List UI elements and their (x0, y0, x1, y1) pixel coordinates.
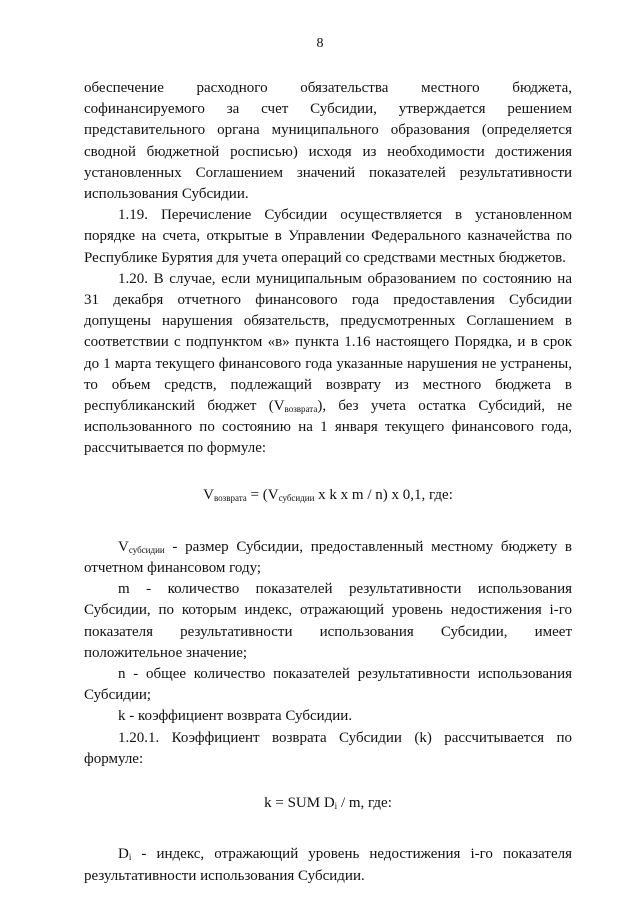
paragraph-1-20-1: 1.20.1. Коэффициент возврата Субсидии (k) рассчитывается по формуле: (84, 729, 572, 767)
definition-v-subsidii (84, 537, 572, 579)
def-d-text: - индекс, отражающий уровень недостижения i-го показателя результативности использования Субсидии. (84, 846, 572, 884)
formula-sub-subsidii: субсидии (278, 492, 315, 503)
definition-n: n - общее количество показателей результативности использования Субсидии; (84, 666, 572, 704)
formula-k-sub: i (334, 801, 338, 812)
def-v-symbol: V (118, 538, 129, 555)
document-body (84, 78, 572, 887)
def-d-symbol: D (118, 846, 129, 863)
page-number: 8 (316, 36, 324, 51)
formula-v: V (203, 486, 214, 503)
paragraph-1-20-text-after: ), без учета остатка Субсидий, не использованного по состоянию на 1 января текущего финансового года, рассчитывается по формуле: (84, 398, 572, 457)
paragraph-continuation: обеспечение расходного обязательства местного бюджета, софинансируемого за счет Субсидии, утверждается решением представительного органа муниципального образования (определяется сводной бюджетной росписью) исходя из необходимости достижения установленных Соглашением значений показателей результативности использования Субсидии. (84, 80, 572, 203)
subscript-vozvrata: возврата (284, 404, 318, 415)
formula-rest: x k x m / n) x 0,1, где: (314, 486, 453, 503)
paragraph-1-20 (84, 269, 572, 460)
formula-sub-vozvrata: возврата (213, 492, 247, 503)
def-d-sub: i (128, 852, 132, 863)
paragraph-1-20-text-before: 1.20. В случае, если муниципальным образованием по состоянию на 31 декабря отчетного финансового года предоставления Субсидии допущены нарушения обязательств, предусмотренных Соглашением в соответствии с подпунктом «в» пункта 1.16 настоящего Порядка, и в срок до 1 марта текущего финансового года указанные нарушения не устранены, то объем средств, подлежащий возврату из местного бюджета в республиканский бюджет (V (84, 270, 572, 415)
definition-m: m - количество показателей результативности использования Субсидии, по которым индекс, отражающий уровень недостижения i-го показателя результативности использования Субсидии, имеет положительное значение; (84, 581, 572, 661)
formula-vozvrata (84, 485, 572, 506)
formula-mid: = (V (246, 486, 279, 503)
formula-k (84, 793, 572, 814)
def-v-sub: субсидии (128, 544, 165, 555)
formula-k-lead: k = SUM D (264, 795, 335, 812)
paragraph-1-19: 1.19. Перечисление Субсидии осуществляется в установленном порядке на счета, открытые в Управлении Федерального казначейства по Республике Бурятия для учета операций со средствами местных бюджетов. (84, 207, 572, 266)
def-v-text: - размер Субсидии, предоставленный местному бюджету в отчетном финансовом году; (84, 538, 572, 577)
definition-d (84, 844, 572, 886)
definition-k: k - коэффициент возврата Субсидии. (118, 708, 353, 725)
formula-k-rest: / m, где: (337, 795, 392, 812)
